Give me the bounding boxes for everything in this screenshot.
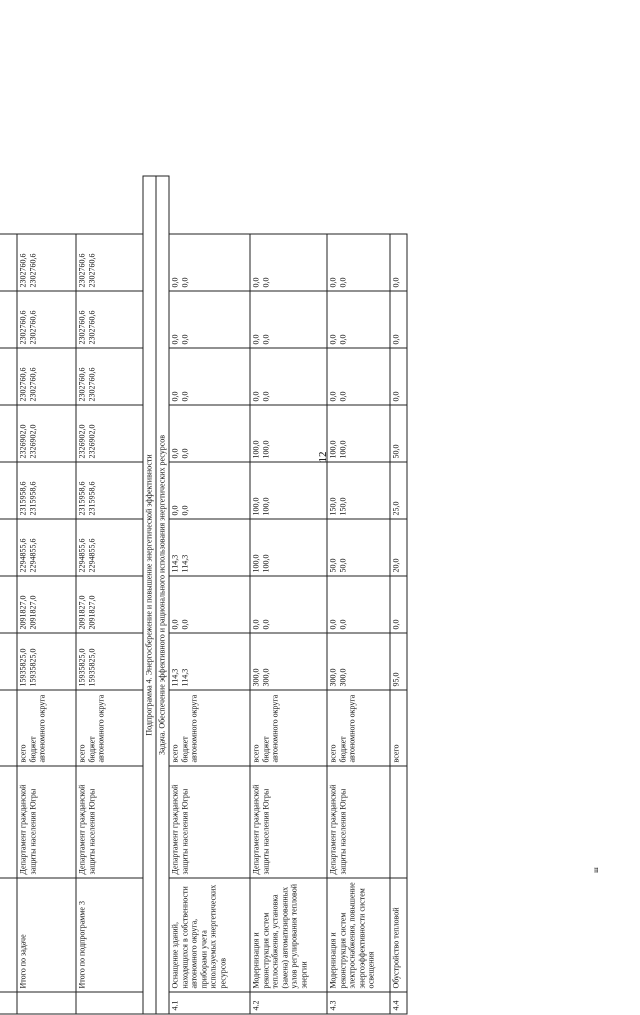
- amount-cell: [0, 576, 17, 633]
- amount-cell: [0, 405, 17, 462]
- amount-cell: [327, 291, 390, 348]
- amount-total: 0,0: [251, 619, 261, 630]
- amount-total: 2302760,6: [77, 253, 87, 288]
- program-funding-table: [0, 176, 408, 1015]
- amount-total: 0,0: [391, 277, 401, 288]
- activity-name-cell: Модернизация и реконструкция систем электроснабжения, повышение энергоэффективности систем освещения: [327, 878, 390, 992]
- amount-budget: 2302760,6: [28, 367, 37, 402]
- amount-cell: [327, 519, 390, 576]
- amount-total: 0,0: [391, 391, 401, 402]
- amount-cell: [76, 576, 143, 633]
- table-row: [17, 176, 76, 1014]
- source-total-label: всего: [251, 744, 261, 763]
- amount-total: 100,0: [251, 440, 261, 459]
- amount-cell: [76, 633, 143, 690]
- amount-cell: [17, 291, 76, 348]
- funding-source-cell: [76, 690, 143, 766]
- table-row: [76, 176, 143, 1014]
- amount-total: 2302760,6: [77, 367, 87, 402]
- amount-cell: [17, 234, 76, 291]
- activity-name-cell: Обустройство тепловой: [390, 878, 407, 992]
- amount-budget: 0,0: [338, 277, 347, 288]
- amount-cell: [390, 234, 407, 291]
- amount-total: 0,0: [170, 505, 180, 516]
- amount-total: 2091827,0: [18, 595, 28, 630]
- amount-budget: 0,0: [261, 277, 270, 288]
- amount-cell: [250, 291, 327, 348]
- amount-cell: [390, 462, 407, 519]
- amount-total: 25,0: [391, 501, 401, 516]
- amount-cell: [327, 462, 390, 519]
- amount-budget: 50,0: [338, 558, 347, 573]
- amount-cell: [250, 519, 327, 576]
- amount-budget: 150,0: [338, 497, 347, 516]
- amount-total: 300,0: [328, 668, 338, 687]
- amount-total: 0,0: [328, 277, 338, 288]
- executor-cell: Департамент гражданской защиты населения Югры: [76, 766, 143, 878]
- section-title: Задача. Обеспечение эффективного и рационального использования энергетических ресурсов: [156, 176, 169, 1014]
- amount-cell: [169, 462, 250, 519]
- amount-budget: 0,0: [180, 619, 189, 630]
- amount-budget: 0,0: [261, 391, 270, 402]
- amount-cell: [169, 633, 250, 690]
- amount-budget: 2091827,0: [28, 595, 37, 630]
- amount-budget: 300,0: [261, 668, 270, 687]
- funding-source-cell: [390, 690, 407, 766]
- activity-name-cell: Итого по задаче: [17, 878, 76, 992]
- amount-cell: [17, 348, 76, 405]
- amount-cell: [169, 348, 250, 405]
- executor-cell: Департамент гражданской защиты населения Югры: [250, 766, 327, 878]
- amount-total: 0,0: [328, 619, 338, 630]
- amount-total: 50,0: [391, 444, 401, 459]
- table-row: [169, 176, 250, 1014]
- amount-cell: [250, 462, 327, 519]
- amount-budget: 0,0: [338, 391, 347, 402]
- funding-source-cell: [250, 690, 327, 766]
- amount-cell: [250, 234, 327, 291]
- amount-cell: [169, 291, 250, 348]
- amount-cell: [250, 633, 327, 690]
- amount-budget: 15935825,0: [87, 648, 96, 687]
- amount-budget: 2315958,6: [28, 481, 37, 516]
- amount-total: 0,0: [251, 334, 261, 345]
- amount-total: 15935825,0: [77, 648, 87, 687]
- table-row: [0, 176, 17, 1014]
- amount-budget: 15935825,0: [28, 648, 37, 687]
- amount-cell: [17, 462, 76, 519]
- table-body: [0, 176, 407, 1014]
- amount-cell: [169, 576, 250, 633]
- amount-cell: [390, 291, 407, 348]
- amount-budget: 0,0: [338, 334, 347, 345]
- amount-total: 100,0: [328, 440, 338, 459]
- source-budget-label: бюджет автономного округа: [28, 694, 47, 763]
- amount-budget: 2302760,6: [87, 367, 96, 402]
- amount-total: 2091827,0: [77, 595, 87, 630]
- amount-budget: 2302760,6: [87, 310, 96, 345]
- amount-budget: 0,0: [180, 448, 189, 459]
- row-number-cell: 4.3: [327, 992, 390, 1014]
- amount-total: 2302760,6: [77, 310, 87, 345]
- table-row: [250, 176, 327, 1014]
- table-row: [390, 176, 407, 1014]
- amount-cell: [76, 405, 143, 462]
- amount-total: 150,0: [328, 497, 338, 516]
- amount-cell: [0, 348, 17, 405]
- amount-cell: [390, 519, 407, 576]
- amount-cell: [17, 405, 76, 462]
- section-title: Подпрограмма 4. Энергосбережение и повышение энергетической эффективности: [143, 176, 156, 1014]
- activity-name-cell: Оснащение зданий, находящихся в собственности автономного округа, приборами учета используемых энергетических ресурсов: [169, 878, 250, 992]
- amount-cell: [327, 576, 390, 633]
- amount-budget: 2302760,6: [28, 253, 37, 288]
- amount-cell: [390, 405, 407, 462]
- amount-cell: [76, 519, 143, 576]
- amount-total: 0,0: [170, 619, 180, 630]
- amount-total: 114,3: [170, 554, 180, 573]
- amount-budget: 114,3: [180, 668, 189, 687]
- executor-cell: Департамент гражданской защиты населения Югры: [327, 766, 390, 878]
- amount-cell: [0, 519, 17, 576]
- activity-name-cell: [0, 878, 17, 992]
- amount-cell: [0, 234, 17, 291]
- amount-budget: 0,0: [180, 505, 189, 516]
- amount-budget: 2302760,6: [28, 310, 37, 345]
- row-number-cell: [17, 992, 76, 1014]
- amount-budget: 100,0: [261, 554, 270, 573]
- table-row: [327, 176, 390, 1014]
- source-budget-label: бюджет автономного округа: [338, 694, 357, 763]
- funding-source-cell: [327, 690, 390, 766]
- amount-total: 95,0: [391, 672, 401, 687]
- page-number: 12: [317, 451, 329, 463]
- amount-total: 0,0: [328, 334, 338, 345]
- source-budget-label: бюджет автономного округа: [87, 694, 106, 763]
- amount-budget: 2091827,0: [87, 595, 96, 630]
- amount-cell: [76, 291, 143, 348]
- amount-cell: [390, 633, 407, 690]
- amount-cell: [327, 405, 390, 462]
- activity-name-cell: Итого по подпрограмме 3: [76, 878, 143, 992]
- amount-cell: [76, 348, 143, 405]
- funding-source-cell: [17, 690, 76, 766]
- amount-cell: [250, 405, 327, 462]
- amount-total: 2294855,6: [77, 538, 87, 573]
- amount-cell: [17, 633, 76, 690]
- amount-total: 0,0: [170, 334, 180, 345]
- amount-budget: 114,3: [180, 554, 189, 573]
- amount-cell: [169, 519, 250, 576]
- row-number-cell: [0, 992, 17, 1014]
- amount-budget: 2326902,0: [87, 424, 96, 459]
- source-budget-label: бюджет автономного округа: [261, 694, 280, 763]
- source-budget-label: бюджет автономного округа: [180, 694, 199, 763]
- row-number-cell: 4.4: [390, 992, 407, 1014]
- source-total-label: всего: [328, 744, 338, 763]
- row-number-cell: [76, 992, 143, 1014]
- amount-total: 100,0: [251, 497, 261, 516]
- amount-total: 20,0: [391, 558, 401, 573]
- amount-cell: [17, 519, 76, 576]
- amount-total: 0,0: [170, 448, 180, 459]
- amount-budget: 2294855,6: [87, 538, 96, 573]
- amount-total: 50,0: [328, 558, 338, 573]
- amount-budget: 0,0: [261, 619, 270, 630]
- executor-cell: [390, 766, 407, 878]
- amount-total: 2294855,6: [18, 538, 28, 573]
- amount-total: 0,0: [170, 277, 180, 288]
- amount-cell: [327, 633, 390, 690]
- amount-cell: [250, 576, 327, 633]
- source-total-label: всего: [77, 744, 87, 763]
- amount-total: 2315958,6: [77, 481, 87, 516]
- amount-cell: [0, 633, 17, 690]
- row-number-cell: 4.1: [169, 992, 250, 1014]
- amount-total: 2302760,6: [18, 310, 28, 345]
- rotated-table-container: [0, 177, 401, 1015]
- amount-budget: 2315958,6: [87, 481, 96, 516]
- amount-cell: [76, 234, 143, 291]
- section-row: [143, 176, 156, 1014]
- amount-cell: [17, 576, 76, 633]
- amount-total: 0,0: [251, 391, 261, 402]
- amount-budget: 0,0: [338, 619, 347, 630]
- scan-stamp: ш: [592, 867, 600, 873]
- amount-total: 300,0: [251, 668, 261, 687]
- amount-budget: 300,0: [338, 668, 347, 687]
- source-total-label: всего: [170, 744, 180, 763]
- source-total-label: всего: [18, 744, 28, 763]
- executor-cell: Департамент гражданской защиты населения Югры: [17, 766, 76, 878]
- amount-budget: 0,0: [180, 277, 189, 288]
- amount-total: 15935825,0: [18, 648, 28, 687]
- amount-budget: 0,0: [261, 334, 270, 345]
- amount-total: 2302760,6: [18, 367, 28, 402]
- amount-total: 0,0: [391, 619, 401, 630]
- amount-cell: [327, 234, 390, 291]
- amount-cell: [327, 348, 390, 405]
- funding-source-cell: [0, 690, 17, 766]
- amount-total: 0,0: [170, 391, 180, 402]
- amount-cell: [0, 291, 17, 348]
- amount-budget: 100,0: [261, 440, 270, 459]
- amount-total: 2315958,6: [18, 481, 28, 516]
- amount-budget: 100,0: [338, 440, 347, 459]
- source-total-label: всего: [391, 744, 401, 763]
- amount-cell: [169, 405, 250, 462]
- amount-total: 0,0: [251, 277, 261, 288]
- funding-source-cell: [169, 690, 250, 766]
- amount-cell: [390, 576, 407, 633]
- amount-cell: [250, 348, 327, 405]
- amount-total: 0,0: [391, 334, 401, 345]
- amount-budget: 2326902,0: [28, 424, 37, 459]
- amount-budget: 0,0: [180, 391, 189, 402]
- amount-total: 2302760,6: [18, 253, 28, 288]
- amount-cell: [169, 234, 250, 291]
- amount-total: 100,0: [251, 554, 261, 573]
- amount-total: 2326902,0: [77, 424, 87, 459]
- row-number-cell: 4.2: [250, 992, 327, 1014]
- amount-budget: 0,0: [180, 334, 189, 345]
- executor-cell: Департамент гражданской защиты населения Югры: [169, 766, 250, 878]
- amount-cell: [390, 348, 407, 405]
- amount-cell: [0, 462, 17, 519]
- amount-total: 114,3: [170, 668, 180, 687]
- amount-total: 2326902,0: [18, 424, 28, 459]
- amount-budget: 2302760,6: [87, 253, 96, 288]
- amount-budget: 100,0: [261, 497, 270, 516]
- amount-total: 0,0: [328, 391, 338, 402]
- amount-cell: [76, 462, 143, 519]
- activity-name-cell: Модернизация и реконструкция систем теплоснабжения, установка (замена) автоматизированных узлов регулирования тепловой энергии: [250, 878, 327, 992]
- executor-cell: [0, 766, 17, 878]
- amount-budget: 2294855,6: [28, 538, 37, 573]
- section-row: [156, 176, 169, 1014]
